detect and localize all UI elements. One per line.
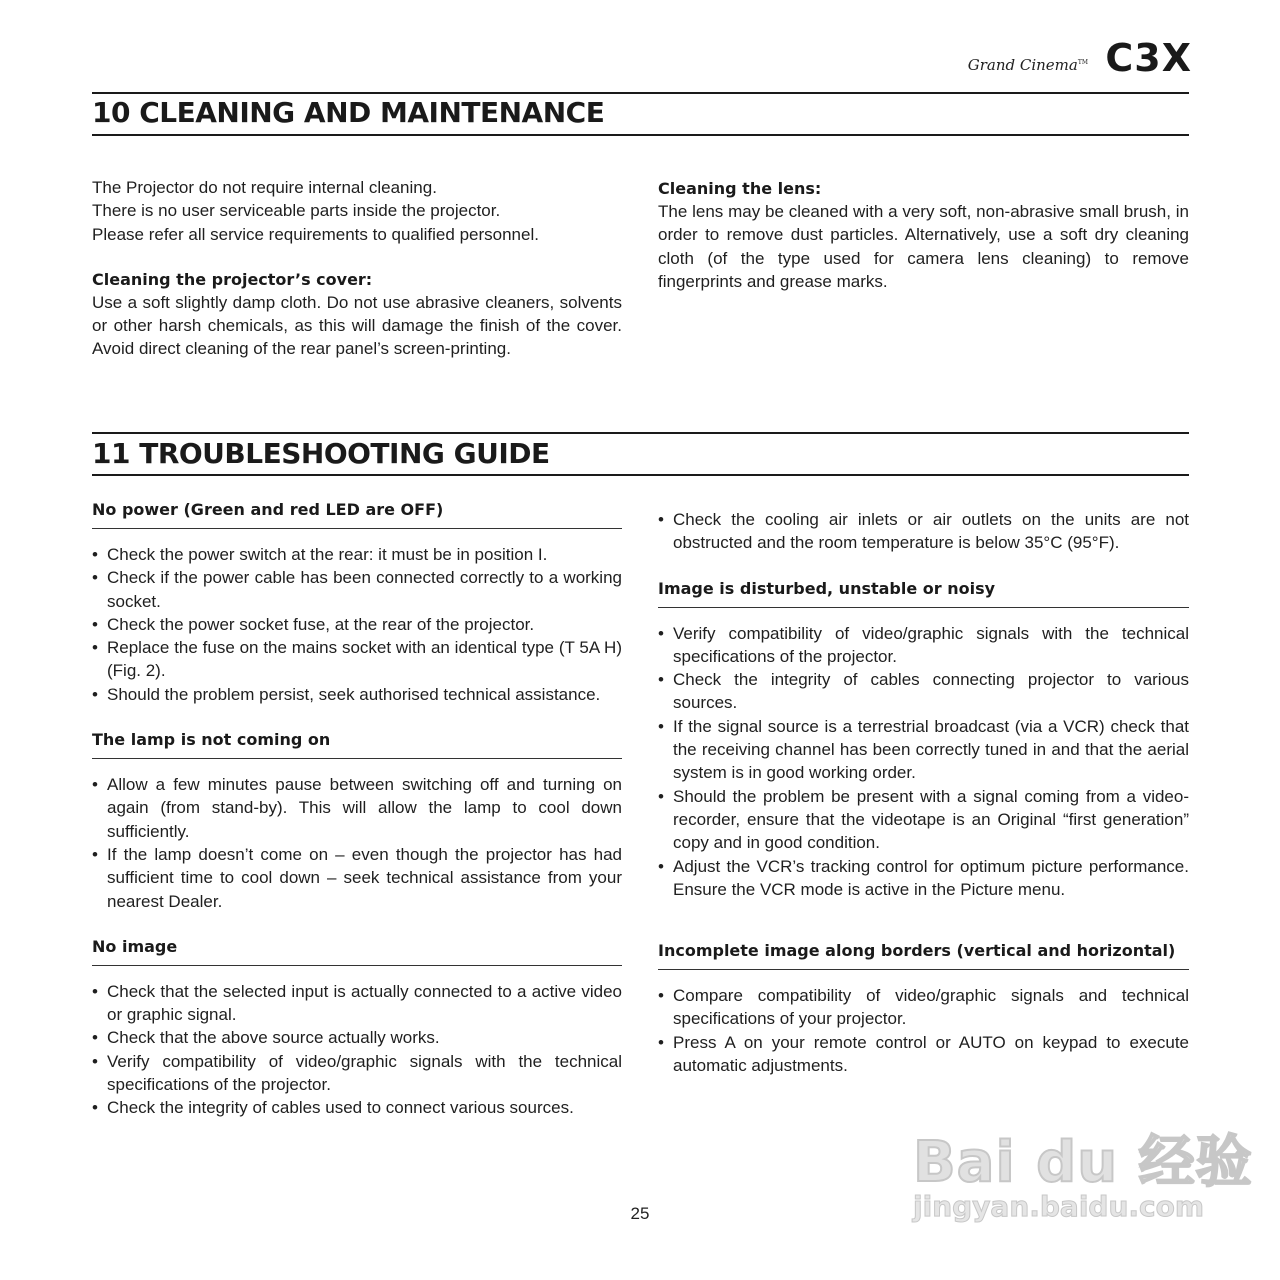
borders-list <box>658 984 1189 1077</box>
list-item: • Check that the selected input is actually connected to a active video or graphic signal. <box>92 980 622 1027</box>
list-item: • Replace the fuse on the mains socket with an identical type (T 5A H) (Fig. 2). <box>92 636 622 683</box>
no-image-heading: No image <box>92 935 622 966</box>
troubleshooting-right-column <box>658 508 1189 1099</box>
section-11-bottom-rule <box>92 474 1189 476</box>
list-item: • Check the integrity of cables connecting projector to various sources. <box>658 668 1189 715</box>
no-image-list <box>92 980 622 1120</box>
list-item: • Check the cooling air inlets or air outlets on the units are not obstructed and the room temperature is below 35°C (95°F). <box>658 508 1189 555</box>
no-power-heading: No power (Green and red LED are OFF) <box>92 498 622 529</box>
cooling-group <box>658 508 1189 555</box>
no-image-group <box>92 935 622 1120</box>
lens-heading: Cleaning the lens: <box>658 179 822 198</box>
list-item: • Check if the power cable has been connected correctly to a working socket. <box>92 566 622 613</box>
section-11-title: 11 TROUBLESHOOTING GUIDE <box>92 437 550 470</box>
cooling-list <box>658 508 1189 555</box>
list-item: • Press A on your remote control or AUTO on keypad to execute automatic adjustments. <box>658 1031 1189 1078</box>
list-item: • Check the integrity of cables used to connect various sources. <box>92 1096 622 1119</box>
cover-text: Use a soft slightly damp cloth. Do not use abrasive cleaners, solvents or other harsh chemicals, as this will damage the finish of the cover. Avoid direct cleaning of the rear panel’s screen-printing. <box>92 292 622 359</box>
section-11-top-rule <box>92 432 1189 434</box>
list-item: • Should the problem persist, seek authorised technical assistance. <box>92 683 622 706</box>
cover-heading: Cleaning the projector’s cover: <box>92 269 373 289</box>
list-item: • If the lamp doesn’t come on – even though the projector has had sufficient time to cool down – seek technical assistance from your nearest Dealer. <box>92 843 622 913</box>
disturbed-group <box>658 577 1189 902</box>
list-item: • Check the power switch at the rear: it must be in position I. <box>92 543 622 566</box>
borders-heading: Incomplete image along borders (vertical and horizontal) <box>658 939 1189 970</box>
intro-line: There is no user serviceable parts inside the projector. <box>92 201 501 221</box>
section-10-right-column <box>658 177 1189 293</box>
list-item: • Verify compatibility of video/graphic signals with the technical specifications of the projector. <box>658 622 1189 669</box>
brand-logo-block <box>960 38 1192 78</box>
page-number: 25 <box>630 1204 650 1223</box>
section-10-bottom-rule <box>92 134 1189 136</box>
watermark-main: Bai du 经验 <box>913 1130 1253 1195</box>
list-item: • Compare compatibility of video/graphic signals and technical specifications of your projector. <box>658 984 1189 1031</box>
brand-script: Grand Cinema™ <box>967 56 1088 74</box>
no-power-list <box>92 543 622 706</box>
intro-line: Please refer all service requirements to qualified personnel. <box>92 224 539 244</box>
watermark-url: jingyan.baidu.com <box>913 1190 1205 1223</box>
disturbed-heading: Image is disturbed, unstable or noisy <box>658 577 1189 608</box>
section-10-top-rule <box>92 92 1189 94</box>
brand-logo: C3X <box>1105 36 1192 80</box>
no-power-group <box>92 498 622 706</box>
disturbed-list <box>658 622 1189 902</box>
lamp-group <box>92 728 622 913</box>
list-item: • Check that the above source actually works. <box>92 1026 622 1049</box>
section-10-title: 10 CLEANING AND MAINTENANCE <box>92 96 605 129</box>
borders-group <box>658 939 1189 1077</box>
list-item: • If the signal source is a terrestrial broadcast (via a VCR) check that the receiving channel has been correctly tuned in and that the aerial system is in good working order. <box>658 715 1189 785</box>
lamp-heading: The lamp is not coming on <box>92 728 622 759</box>
baidu-watermark <box>905 1118 1253 1230</box>
list-item: • Adjust the VCR’s tracking control for optimum picture performance. Ensure the VCR mode is active in the Picture menu. <box>658 855 1189 902</box>
list-item: • Allow a few minutes pause between switching off and turning on again (from stand-by). This will allow the lamp to cool down sufficiently. <box>92 773 622 843</box>
list-item: • Should the problem be present with a signal coming from a video-recorder, ensure that the videotape is an Original “first generation” copy and in good condition. <box>658 785 1189 855</box>
list-item: • Verify compatibility of video/graphic signals with the technical specifications of the projector. <box>92 1050 622 1097</box>
list-item: • Check the power socket fuse, at the rear of the projector. <box>92 613 622 636</box>
lens-text: The lens may be cleaned with a very soft, non-abrasive small brush, in order to remove dust particles. Alternatively, use a soft dry cleaning cloth (of the type used for camera lens cleaning) to remove fingerprints and grease marks. <box>658 202 1189 291</box>
section-10-left-column <box>92 176 622 361</box>
troubleshooting-left-column <box>92 498 622 1142</box>
lamp-list <box>92 773 622 913</box>
intro-line: The Projector do not require internal cleaning. <box>92 178 437 197</box>
